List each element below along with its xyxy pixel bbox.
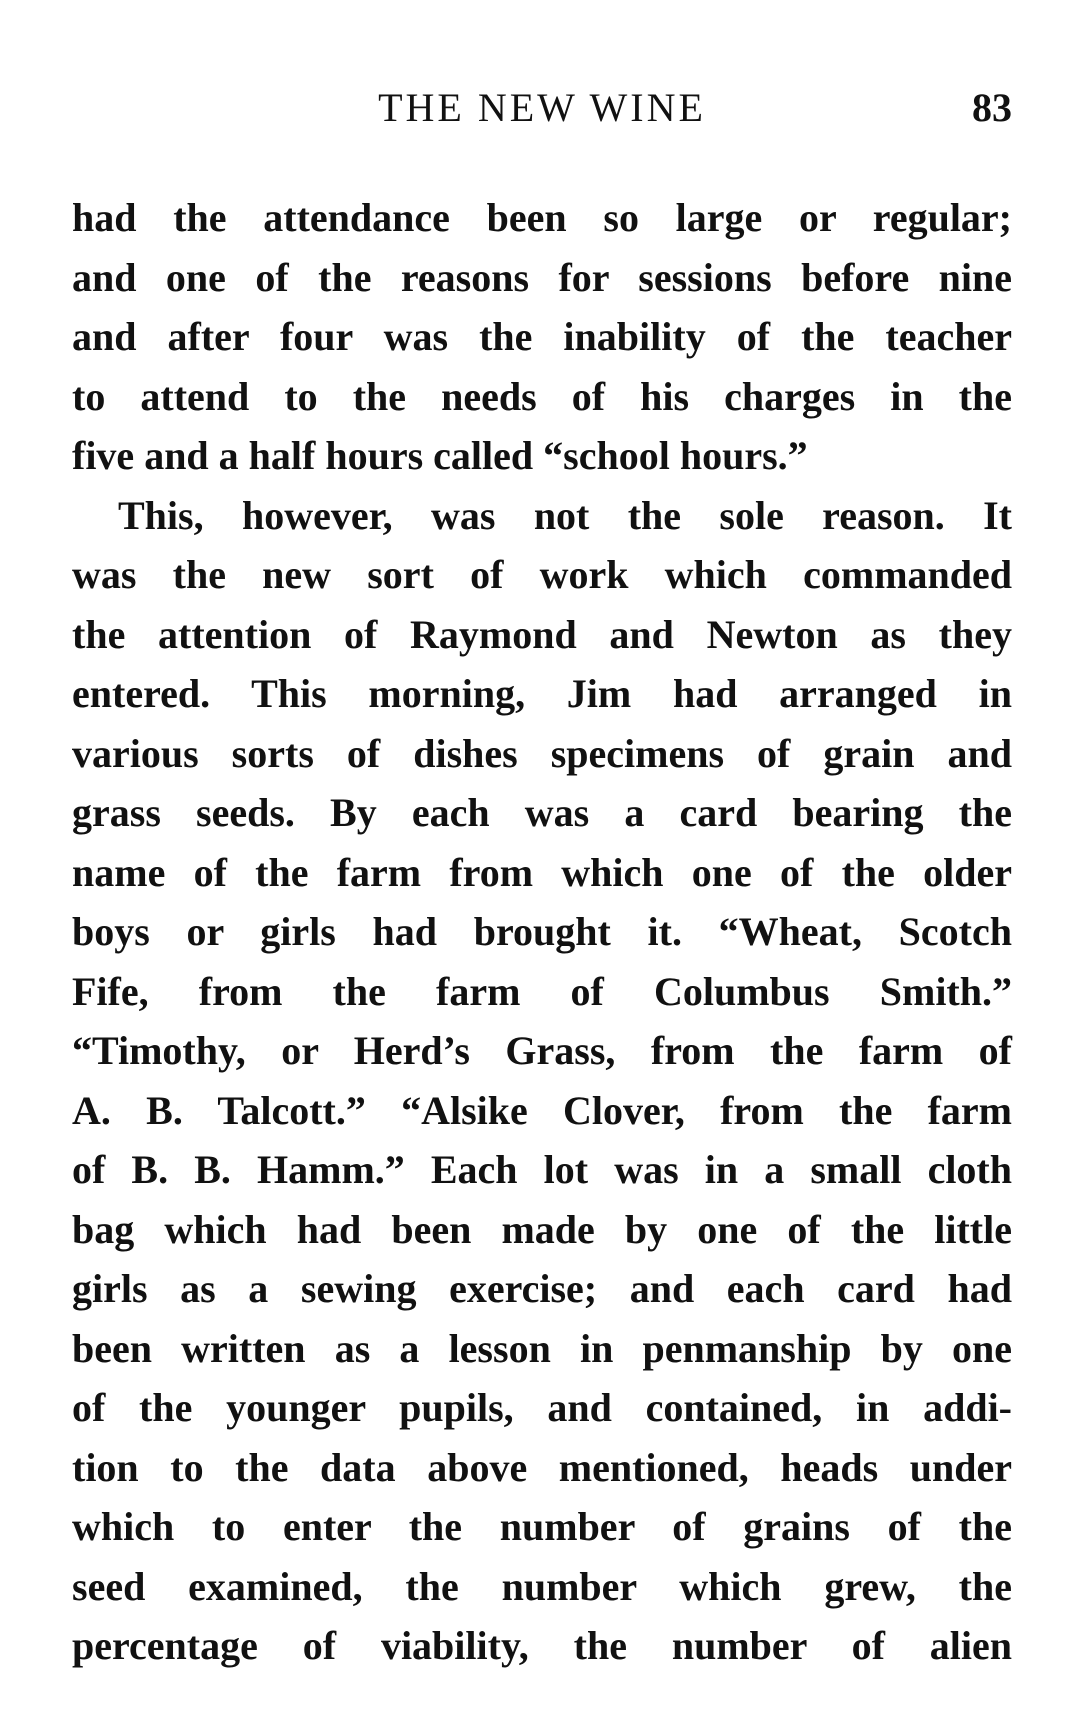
text-line: boys or girls had brought it. “Wheat, Scotch [72,909,1012,954]
text-line: been written as a lesson in penmanship by one [72,1325,1012,1371]
text-line: name of the farm from which one of the older [72,849,1012,895]
text-line: to attend to the needs of his charges in the [72,373,1012,419]
text-line: the attention of Raymond and Newton as they [72,611,1012,657]
text-line: which to enter the number of grains of the [72,1504,1012,1549]
text-line: girls as a sewing exercise; and each card had [72,1266,1012,1311]
text-line: of B. B. Hamm.” Each lot was in a small cloth [72,1147,1012,1192]
text-line: five and a half hours called “school hours.” [72,433,808,478]
text-line: had the attendance been so large or regular; [72,195,1012,240]
text-line: This, however, was not the sole reason. It [118,492,1012,538]
text-line: bag which had been made by one of the little [72,1206,1012,1252]
text-line: was the new sort of work which commanded [72,552,1012,597]
text-line: and one of the reasons for sessions before nine [72,254,1012,300]
text-line: various sorts of dishes specimens of grain and [72,730,1012,776]
page-number: 83 [972,85,1012,130]
text-line: Fife, from the farm of Columbus Smith.” [72,968,1012,1014]
text-line: tion to the data above mentioned, heads under [72,1444,1012,1490]
text-line: A. B. Talcott.” “Alsike Clover, from the farm [72,1087,1012,1133]
text-line: grass seeds. By each was a card bearing the [72,790,1012,835]
text-line: of the younger pupils, and contained, in addi- [72,1385,1012,1430]
text-line: entered. This morning, Jim had arranged in [72,671,1012,716]
text-line: percentage of viability, the number of alien [72,1623,1012,1668]
running-head [72,84,1012,132]
text-line: seed examined, the number which grew, the [72,1563,1012,1609]
text-line: “Timothy, or Herd’s Grass, from the farm of [72,1028,1012,1073]
running-title: THE NEW WINE [378,85,706,130]
text-line: and after four was the inability of the teacher [72,314,1012,359]
body-text [72,188,1012,1676]
